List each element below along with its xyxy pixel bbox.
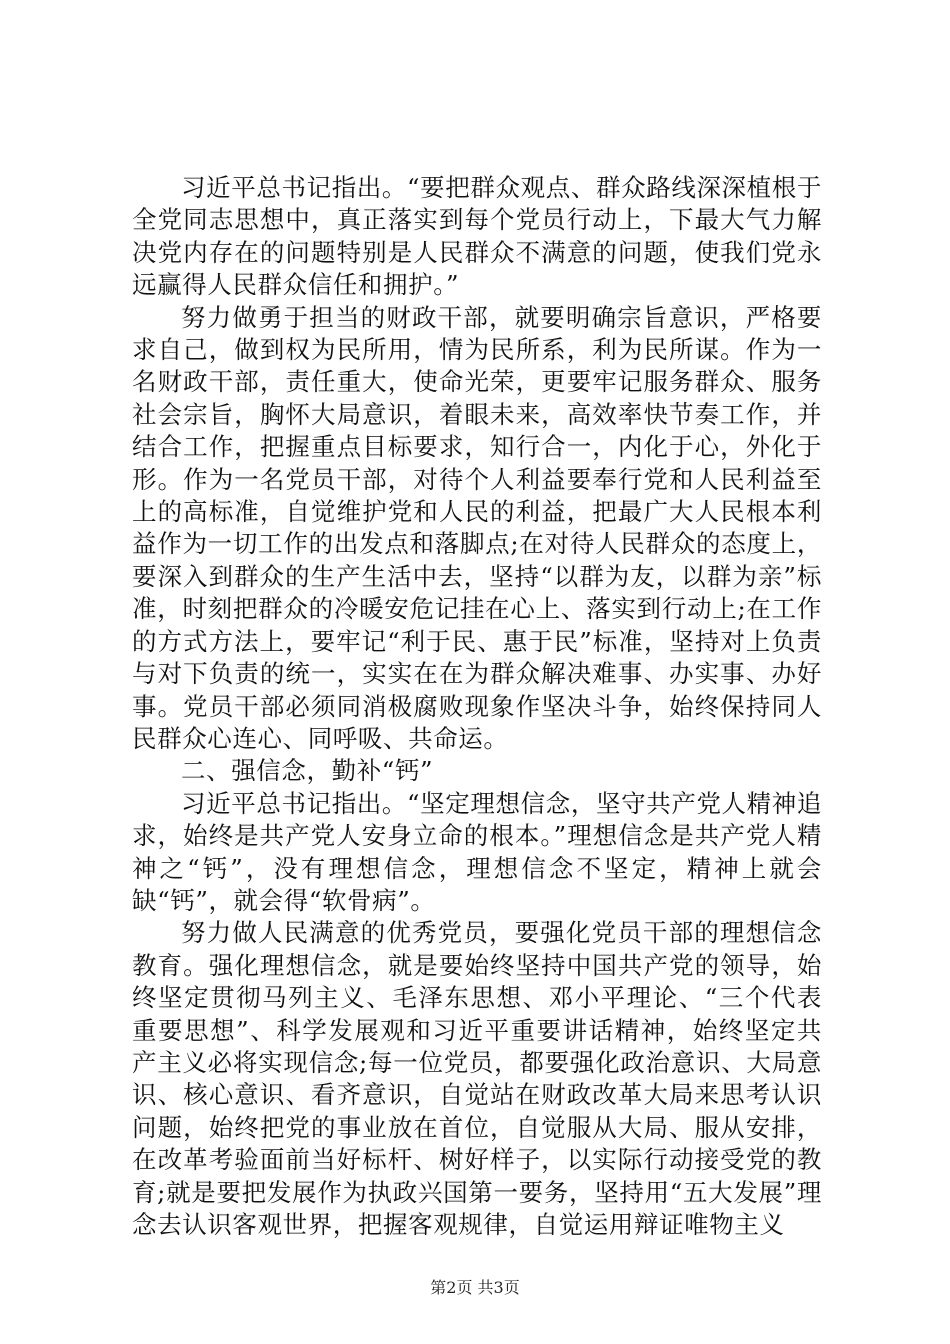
- paragraph-2: 努力做勇于担当的财政干部，就要明确宗旨意识，严格要求自己，做到权为民所用，情为民所系，利为民所谋。作为一名财政干部，责任重大，使命光荣，更要牢记服务群众、服务社会宗旨，胸怀大局意识，着眼未来，高效率快节奏工作，并结合工作，把握重点目标要求，知行合一，内化于心，外化于形。作为一名党员干部，对待个人利益要奉行党和人民利益至上的高标准，自觉维护党和人民的利益，把最广大人民根本利益作为一切工作的出发点和落脚点;在对待人民群众的态度上，要深入到群众的生产生活中去，坚持“以群为友，以群为亲”标准，时刻把群众的冷暖安危记挂在心上、落实到行动上;在工作的方式方法上，要牢记“利于民、惠于民”标准，坚持对上负责与对下负责的统一，实实在在为群众解决难事、办实事、办好事。党员干部必须同消极腐败现象作坚决斗争，始终保持同人民群众心连心、同呼吸、共命运。: [132, 302, 822, 753]
- page-number-footer: 第2页 共3页: [430, 1278, 520, 1297]
- section-heading: 二、强信念，勤补“钙”: [181, 756, 434, 786]
- paragraph-3: 习近平总书记指出。“坚定理想信念，坚守共产党人精神追求，始终是共产党人安身立命的根本。”理想信念是共产党人精神之“钙”，没有理想信念，理想信念不坚定，精神上就会缺“钙”，就会得“软骨病”。: [132, 788, 822, 915]
- paragraph-4: 努力做人民满意的优秀党员，要强化党员干部的理想信念教育。强化理想信念，就是要始终坚持中国共产党的领导，始终坚定贯彻马列主义、毛泽东思想、邓小平理论、“三个代表重要思想”、科学发展观和习近平重要讲话精神，始终坚定共产主义必将实现信念;每一位党员，都要强化政治意识、大局意识、核心意识、看齐意识，自觉站在财政改革大局来思考认识问题，始终把党的事业放在首位，自觉服从大局、服从安排，在改革考验面前当好标杆、树好样子，以实际行动接受党的教育;就是要把发展作为执政兴国第一要务，坚持用“五大发展”理念去认识客观世界，把握客观规律，自觉运用辩证唯物主义: [132, 918, 822, 1239]
- document-body: [132, 172, 822, 1241]
- paragraph-1: 习近平总书记指出。“要把群众观点、群众路线深深植根于全党同志思想中，真正落实到每个党员行动上，下最大气力解决党内存在的问题特别是人民群众不满意的问题，使我们党永远赢得人民群众信任和拥护。”: [132, 173, 822, 300]
